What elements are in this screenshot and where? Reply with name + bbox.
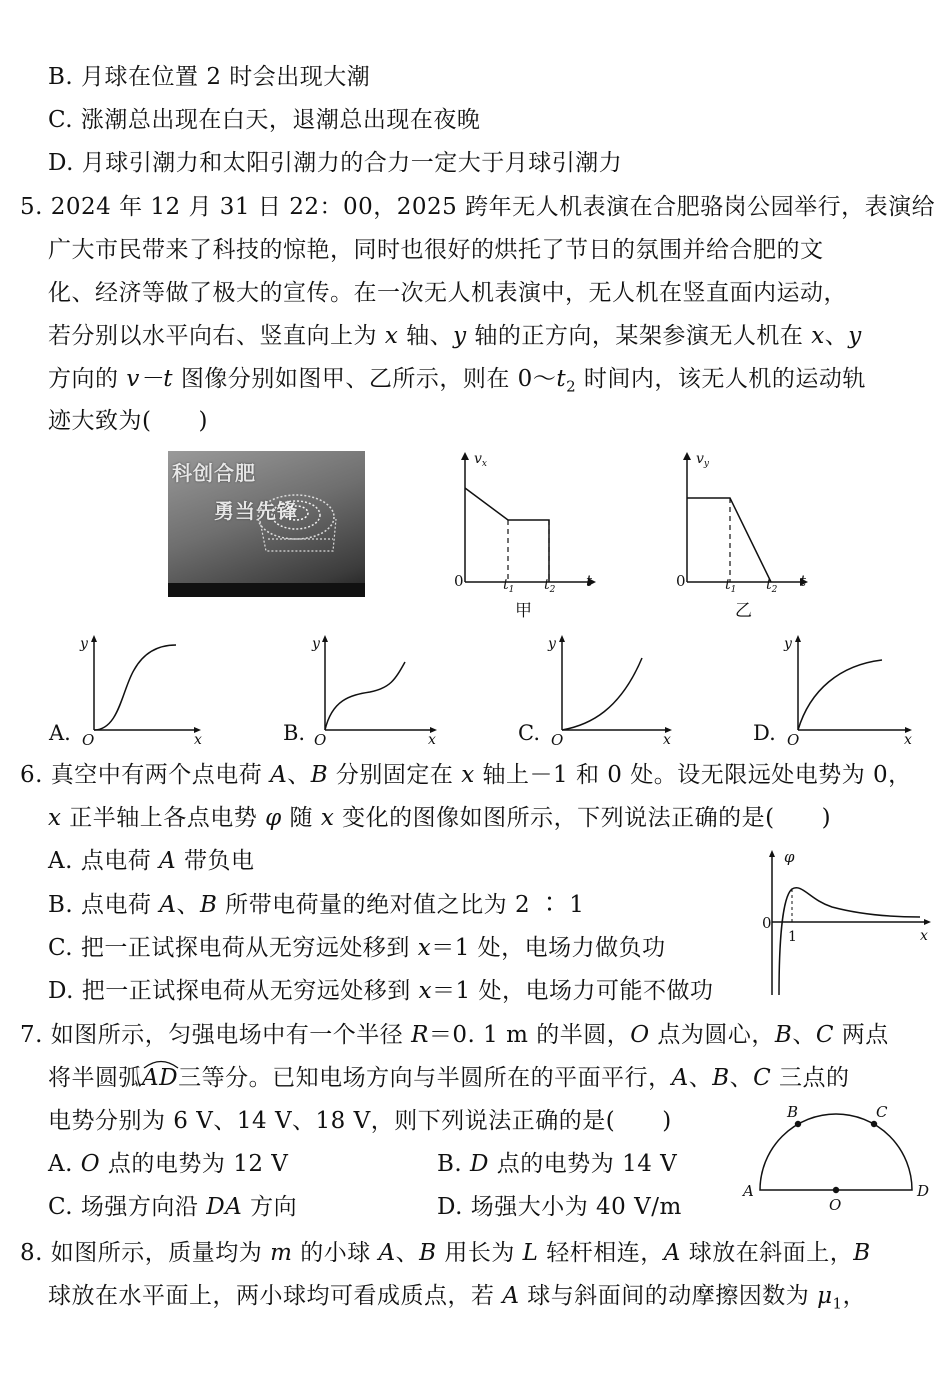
q5-line-5: 方向的 v－t 图像分别如图甲、乙所示，则在 $0\sim t_2$ 时间内，该无人机的运动轨 [48, 366, 866, 396]
q5-line-3: 化、经济等做了极大的宣传。在一次无人机表演中，无人机在竖直面内运动， [48, 280, 847, 306]
q7-semicircle-arc [760, 1114, 912, 1190]
graph-yi [670, 448, 830, 623]
q4-option-b: B. 月球在位置 2 时会出现大潮 [48, 64, 371, 90]
q5-option-c-y: y [548, 636, 556, 652]
q5-option-b-x: x [428, 732, 436, 748]
q6-option-b: B. 点电荷 A、B 所带电荷量的绝对值之比为 2 ∶ 1 [48, 892, 585, 918]
q7-option-b: B. D 点的电势为 14 V [437, 1151, 678, 1177]
q6-line-2: x 正半轴上各点电势 φ 随 x 变化的图像如图所示，下列说法正确的是( ) [48, 805, 832, 831]
q7-point-b [795, 1121, 801, 1127]
graph-jia-t1: $t_1$ [503, 577, 515, 595]
graph-jia-origin: 0 [454, 572, 464, 590]
drone-show-photo [168, 451, 365, 597]
q6-x-label: x [920, 928, 928, 944]
q5-option-b-y: y [312, 636, 320, 652]
q7-line-1: 7. 如图所示，匀强电场中有一个半径 R＝0. 1 m 的半圆，O 点为圆心，B、C 两点 [20, 1022, 889, 1048]
q5-option-a-y: y [80, 636, 88, 652]
q5-option-b-curve [325, 662, 405, 730]
q5-line-6: 迹大致为( ) [48, 408, 208, 434]
q7-semicircle [735, 1100, 935, 1215]
graph-yi-t-label: t [800, 572, 807, 590]
arc-ad: AD [142, 1063, 178, 1093]
photo-caption-2: 勇当先锋 [214, 499, 298, 523]
q5-option-a-curve [94, 645, 176, 730]
q6-option-c: C. 把一正试探电荷从无穷远处移到 x＝1 处，电场力做负功 [48, 935, 666, 961]
q7-label-a: A [743, 1182, 754, 1200]
q5-option-b-graph [280, 630, 460, 748]
q5-option-d-curve [798, 660, 882, 730]
graph-yi-origin: 0 [676, 572, 686, 590]
q5-option-d-o: O [787, 731, 800, 748]
q7-option-d: D. 场强大小为 40 V/m [437, 1194, 682, 1220]
graph-yi-ylabel: $v_y$ [696, 451, 710, 469]
q7-label-o: O [829, 1196, 842, 1214]
q5-option-a-o: O [82, 731, 95, 748]
q5-option-c-curve [562, 658, 642, 730]
q7-option-a: A. O 点的电势为 12 V [48, 1151, 289, 1177]
graph-jia-ylabel: $v_x$ [474, 451, 487, 469]
q6-phi-graph [752, 845, 942, 1000]
q7-point-c [871, 1121, 877, 1127]
graph-jia-t2: $t_2$ [544, 577, 556, 595]
photo-ground [168, 583, 365, 597]
q5-option-c-graph [515, 630, 695, 748]
graph-yi-t2: $t_2$ [766, 577, 778, 595]
q6-phi-curve [779, 888, 920, 995]
q5-line-1: 5. 2024 年 12 月 31 日 22：00，2025 跨年无人机表演在合肥骆岗公园举行，表演给 [20, 194, 936, 220]
q8-line-1: 8. 如图所示，质量均为 m 的小球 A、B 用长为 L 轻杆相连，A 球放在斜面上，B [20, 1240, 871, 1266]
q7-label-c: C [876, 1103, 888, 1121]
graph-jia-t-label: t [586, 572, 593, 590]
q8-line-2: 球放在水平面上，两小球均可看成质点，若 A 球与斜面间的动摩擦因数为 $\mu_1$， [48, 1283, 867, 1313]
q6-origin: 0 [762, 914, 772, 932]
graph-jia [448, 448, 608, 623]
drone-pattern [168, 451, 365, 597]
photo-caption-1: 科创合肥 [172, 461, 256, 485]
q5-option-d-y: y [784, 636, 792, 652]
q5-option-a-x: x [194, 732, 202, 748]
q6-option-d: D. 把一正试探电荷从无穷远处移到 x＝1 处，电场力可能不做功 [48, 978, 714, 1004]
q5-option-d-x: x [904, 732, 912, 748]
q6-line-1: 6. 真空中有两个点电荷 A、B 分别固定在 x 轴上－1 和 0 处。设无限远处电势为 0， [20, 762, 912, 788]
q5-option-c-label: C. [518, 721, 540, 745]
q7-line-2: 将半圆弧 AD三等分。已知电场方向与半圆所在的平面平行，A、B、C 三点的 [48, 1063, 850, 1093]
q6-option-a: A. 点电荷 A 带负电 [48, 848, 255, 874]
q4-option-c: C. 涨潮总出现在白天，退潮总出现在夜晚 [48, 107, 481, 133]
q6-phi-label: φ [784, 848, 795, 866]
graph-yi-t1: $t_1$ [725, 577, 737, 595]
q7-label-d: D [917, 1182, 930, 1200]
q4-option-d: D. 月球引潮力和太阳引潮力的合力一定大于月球引潮力 [48, 150, 623, 176]
q5-option-c-o: O [551, 731, 564, 748]
q5-option-b-label: B. [283, 721, 306, 745]
q5-option-d-graph [750, 630, 940, 748]
graph-yi-v-arrow [683, 452, 691, 460]
q6-one: 1 [788, 929, 797, 945]
graph-jia-v-arrow [461, 452, 469, 460]
q5-line-2: 广大市民带来了科技的惊艳，同时也很好的烘托了节日的氛围并给合肥的文 [48, 237, 824, 263]
q7-point-o [833, 1187, 839, 1193]
q5-option-d-label: D. [753, 721, 776, 745]
q5-option-c-x: x [663, 732, 671, 748]
q5-option-a-graph [44, 630, 224, 748]
q7-label-b: B [787, 1103, 799, 1121]
q5-option-a-label: A. [49, 721, 71, 745]
q7-line-3: 电势分别为 6 V、14 V、18 V，则下列说法正确的是( ) [48, 1108, 672, 1134]
q5-option-b-o: O [314, 731, 327, 748]
graph-yi-caption: 乙 [735, 601, 752, 621]
graph-jia-caption: 甲 [515, 601, 532, 621]
q5-line-4: 若分别以水平向右、竖直向上为 x 轴、y 轴的正方向，某架参演无人机在 x、y [48, 323, 862, 349]
graph-jia-curve [465, 488, 549, 582]
q7-option-c: C. 场强方向沿 DA 方向 [48, 1194, 298, 1220]
graph-yi-curve [687, 498, 771, 582]
